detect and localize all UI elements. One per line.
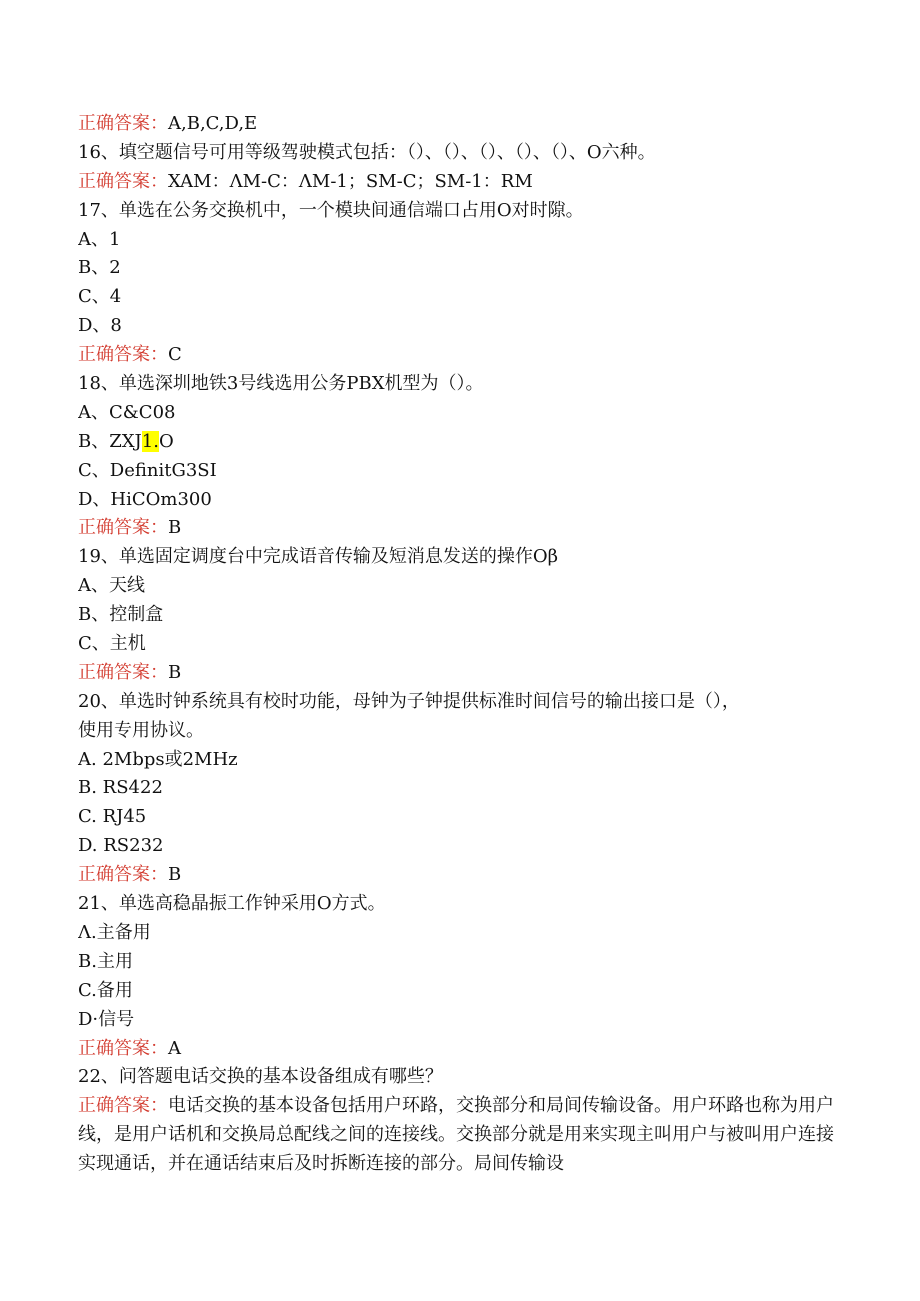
answer-line — [78, 861, 838, 890]
option-a: Λ.主备用 — [78, 921, 151, 943]
option-b — [78, 428, 838, 457]
question-16: 16、填空题信号可用等级驾驶模式包括：（）、（）、（）、（）、（）、O六种。 — [78, 141, 656, 163]
answer-value: B — [168, 864, 182, 886]
option-c: C、主机 — [78, 633, 146, 655]
answer-label: 正确答案： — [78, 113, 168, 134]
option-b: B.主用 — [78, 950, 133, 972]
answer-label: 正确答案： — [78, 344, 168, 366]
option-d: D. RS232 — [78, 835, 164, 857]
option-c: C、DefinitG3SI — [78, 459, 217, 481]
answer-value: 电话交换的基本设备包括用户环路，交换部分和局间传输设备。用户环路也称为用户线，是用户话机和交换局总配线之间的连接线。交换部分就是用来实现主叫用户与被叫用户连接实现通话，并在通话结束后及时拆断连接的部分。局间传输设 — [78, 1095, 834, 1175]
answer-value: C — [168, 344, 182, 366]
answer-value: XAM：ΛM-C：ΛM-1；SM-C；SM-1：RM — [168, 170, 533, 192]
highlighted-text: 1. — [141, 430, 159, 452]
answer-label: 正确答案： — [78, 517, 168, 539]
question-17: 17、单选在公务交换机中，一个模块间通信端口占用O对时隙。 — [78, 199, 584, 221]
question-18: 18、单选深圳地铁3号线选用公务PBX机型为（）。 — [78, 373, 484, 395]
answer-line — [78, 514, 838, 543]
question-20-line-2: 使用专用协议。 — [78, 719, 204, 741]
option-c: C. RJ45 — [78, 806, 147, 828]
question-21: 21、单选高稳晶振工作钟采用O方式。 — [78, 893, 386, 915]
option-a: A、天线 — [78, 575, 145, 597]
answer-value: A — [168, 1037, 181, 1059]
answer-paragraph — [78, 1092, 838, 1179]
answer-label: 正确答案： — [78, 661, 168, 683]
option-a: A、1 — [78, 228, 121, 250]
question-20-line-1: 20、单选时钟系统具有校时功能，母钟为子钟提供标准时间信号的输出接口是（）， — [78, 690, 740, 712]
option-b: B. RS422 — [78, 777, 163, 799]
option-c: C、4 — [78, 286, 122, 308]
answer-label: 正确答案： — [78, 1037, 168, 1059]
answer-label: 正确答案： — [78, 1095, 168, 1117]
answer-line — [78, 1035, 838, 1064]
option-b-tail: O — [158, 430, 174, 452]
question-19: 19、单选固定调度台中完成语音传输及短消息发送的操作Oβ — [78, 546, 559, 568]
option-d: D、8 — [78, 315, 122, 337]
answer-label: 正确答案： — [78, 864, 168, 886]
option-c: C.备用 — [78, 979, 133, 1001]
option-a: A. 2Mbps或2MHz — [78, 748, 238, 770]
answer-value: B — [168, 517, 182, 539]
answer-value: A,B,C,D,E — [168, 113, 258, 134]
question-22: 22、问答题电话交换的基本设备组成有哪些？ — [78, 1066, 443, 1088]
option-d: D·信号 — [78, 1008, 135, 1030]
option-b-text: B、ZXJ — [78, 430, 142, 452]
option-d: D、HiCOm300 — [78, 488, 212, 510]
option-b: B、控制盒 — [78, 604, 164, 626]
option-b: B、2 — [78, 257, 121, 279]
answer-line — [78, 341, 838, 370]
option-a: A、C&C08 — [78, 401, 176, 423]
document-content — [78, 110, 838, 1179]
answer-line — [78, 168, 838, 197]
answer-value: B — [168, 661, 182, 683]
answer-line — [78, 659, 838, 688]
answer-line — [78, 110, 838, 139]
answer-label: 正确答案： — [78, 170, 168, 192]
